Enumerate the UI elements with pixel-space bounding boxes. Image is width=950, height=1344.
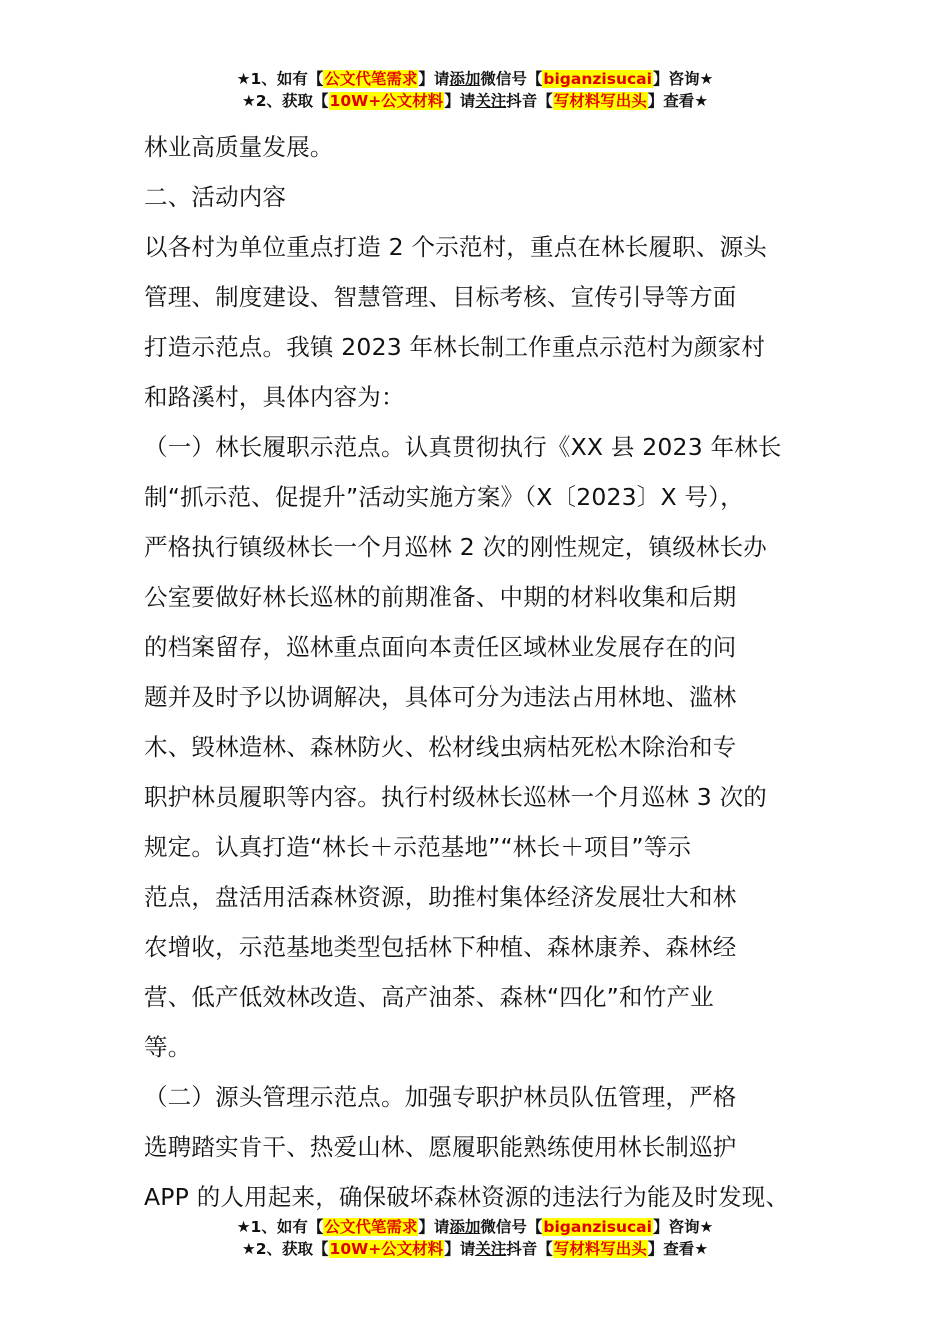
text-line: 范点，盘活用活森林资源，助推村集体经济发展壮大和林 [144, 883, 737, 911]
text-line: 林业高质量发展。 [144, 133, 334, 161]
text-line: 等。 [144, 1033, 192, 1061]
text-line: 木、毁林造林、森林防火、松材线虫病枯死松木除治和专 [144, 733, 737, 761]
banner-line-1 [0, 1216, 950, 1238]
banner-text: ★2、获取【 [241, 1240, 329, 1258]
document-body [144, 122, 834, 1222]
section-heading: 二、活动内容 [144, 183, 287, 211]
banner-line-1 [0, 68, 950, 90]
banner-text: 】请 [418, 70, 450, 88]
banner-text: 】咨询★ [652, 1218, 714, 1236]
banner-text: ★2、获取【 [241, 92, 329, 110]
highlight-badge: 公文代笔需求 [324, 1218, 418, 1236]
text-line: 的档案留存，巡林重点面向本责任区域林业发展存在的问 [144, 633, 737, 661]
text-line: 营、低产低效林改造、高产油茶、森林“四化”和竹产业 [144, 983, 714, 1011]
banner-text: 】咨询★ [652, 70, 714, 88]
header-banner [0, 68, 950, 112]
text-line: 制“抓示范、促提升”活动实施方案》（X〔2023〕X 号）， [144, 483, 744, 511]
banner-text: 】查看★ [647, 1240, 709, 1258]
banner-text: 抖音【 [506, 92, 553, 110]
underlined-text: 关注 [475, 1240, 507, 1258]
text-line: 规定。认真打造“林长＋示范基地”“林长＋项目”等示 [144, 833, 692, 861]
text-line: 管理、制度建设、智慧管理、目标考核、宣传引导等方面 [144, 283, 737, 311]
highlight-badge: 公文代笔需求 [324, 70, 418, 88]
text-line: （二）源头管理示范点。加强专职护林员队伍管理，严格 [144, 1083, 737, 1111]
banner-text: 抖音【 [506, 1240, 553, 1258]
text-line: 题并及时予以协调解决，具体可分为违法占用林地、滥林 [144, 683, 737, 711]
banner-text: 微信号【 [480, 1218, 543, 1236]
text-line: 选聘踏实肯干、热爱山林、愿履职能熟练使用林长制巡护 [144, 1133, 737, 1161]
highlight-badge: 10W+公文材料 [329, 1240, 444, 1258]
footer-banner [0, 1216, 950, 1260]
banner-text: 】请 [418, 1218, 450, 1236]
banner-text: 】请 [444, 1240, 476, 1258]
highlight-badge: biganzisucai [543, 70, 652, 88]
highlight-badge: 写材料写出头 [553, 92, 647, 110]
highlight-badge: 10W+公文材料 [329, 92, 444, 110]
banner-text: 】查看★ [647, 92, 709, 110]
underlined-text: 关注 [475, 92, 507, 110]
text-line: 严格执行镇级林长一个月巡林 2 次的刚性规定，镇级林长办 [144, 533, 767, 561]
text-line: 和路溪村，具体内容为： [144, 383, 405, 411]
banner-line-2 [0, 1238, 950, 1260]
banner-text: ★1、如有【 [236, 1218, 324, 1236]
underlined-text: 添加 [449, 1218, 481, 1236]
text-line: 打造示范点。我镇 2023 年林长制工作重点示范村为颜家村 [144, 333, 766, 361]
banner-text: 】请 [444, 92, 476, 110]
highlight-badge: 写材料写出头 [553, 1240, 647, 1258]
text-line: 农增收，示范基地类型包括林下种植、森林康养、森林经 [144, 933, 737, 961]
highlight-badge: biganzisucai [543, 1218, 652, 1236]
banner-line-2 [0, 90, 950, 112]
underlined-text: 添加 [449, 70, 481, 88]
text-line: 以各村为单位重点打造 2 个示范村，重点在林长履职、源头 [144, 233, 767, 261]
text-line: APP 的人用起来，确保破坏森林资源的违法行为能及时发现、 [144, 1183, 790, 1211]
banner-text: ★1、如有【 [236, 70, 324, 88]
text-line: （一）林长履职示范点。认真贯彻执行《XX 县 2023 年林长 [144, 433, 782, 461]
text-line: 公室要做好林长巡林的前期准备、中期的材料收集和后期 [144, 583, 737, 611]
text-line: 职护林员履职等内容。执行村级林长巡林一个月巡林 3 次的 [144, 783, 767, 811]
banner-text: 微信号【 [480, 70, 543, 88]
